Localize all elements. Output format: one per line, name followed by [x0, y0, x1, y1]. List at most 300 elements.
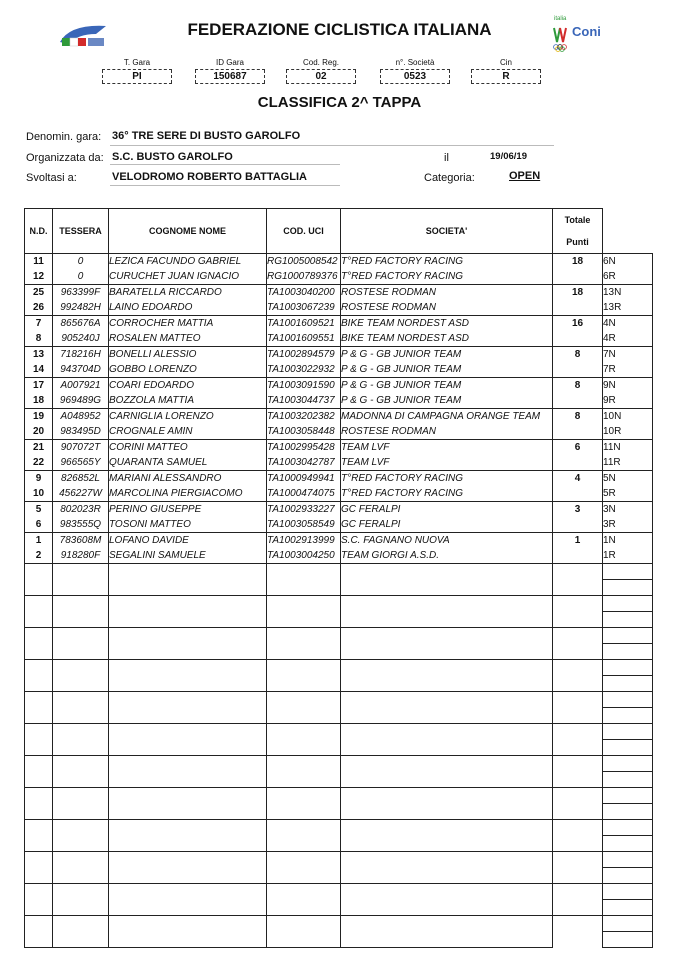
cell-nd: 20	[25, 424, 53, 440]
cell-societa	[341, 884, 553, 900]
cell-societa: ROSTESE RODMAN	[341, 300, 553, 316]
cell-societa: P & G - GB JUNIOR TEAM	[341, 347, 553, 363]
cell-nd	[25, 644, 53, 660]
cell-punti: 8	[553, 409, 603, 440]
cell-punti: 1	[553, 533, 603, 564]
col-tessera-header: TESSERA	[53, 209, 109, 254]
cell-punti	[553, 660, 603, 692]
cell-nome: MARCOLINA PIERGIACOMO	[109, 486, 267, 502]
cell-societa: GC FERALPI	[341, 502, 553, 518]
cell-tessera: 718216H	[53, 347, 109, 363]
cell-societa	[341, 564, 553, 580]
cell-uci	[267, 836, 341, 852]
cell-uci	[267, 628, 341, 644]
idgara-value: 150687	[195, 69, 265, 84]
cell-societa: T°RED FACTORY RACING	[341, 254, 553, 270]
cell-uci: TA1001609551	[267, 331, 341, 347]
cell-tessera: 983495D	[53, 424, 109, 440]
cell-nome	[109, 900, 267, 916]
cell-uci	[267, 580, 341, 596]
cell-societa: T°RED FACTORY RACING	[341, 471, 553, 487]
cell-uci: TA1003022932	[267, 362, 341, 378]
cell-codice: 1R	[603, 548, 653, 564]
cell-codice: 11R	[603, 455, 653, 471]
empty-row	[25, 788, 653, 804]
org-value: S.C. BUSTO GAROLFO	[112, 151, 233, 163]
cell-nd	[25, 564, 53, 580]
cell-nd	[25, 932, 53, 948]
cell-societa: TEAM LVF	[341, 440, 553, 456]
cell-nd: 12	[25, 269, 53, 285]
cell-codice	[603, 788, 653, 804]
cell-nome	[109, 772, 267, 788]
table-header-row	[25, 209, 653, 254]
cell-tessera	[53, 564, 109, 580]
cell-nd: 9	[25, 471, 53, 487]
cell-uci: TA1003042787	[267, 455, 341, 471]
cell-nome	[109, 628, 267, 644]
cell-tessera: 456227W	[53, 486, 109, 502]
cell-punti	[553, 852, 603, 884]
cell-uci: TA1003058448	[267, 424, 341, 440]
cell-nome	[109, 932, 267, 948]
table-row	[25, 285, 653, 301]
cell-nd	[25, 580, 53, 596]
cell-punti	[553, 692, 603, 724]
empty-row	[25, 692, 653, 708]
cell-nd: 6	[25, 517, 53, 533]
cell-uci: TA1003044737	[267, 393, 341, 409]
cell-nome	[109, 596, 267, 612]
cell-nome	[109, 564, 267, 580]
cell-nome: COARI EDOARDO	[109, 378, 267, 394]
cell-nd	[25, 676, 53, 692]
cell-nome	[109, 708, 267, 724]
cell-nome	[109, 724, 267, 740]
cell-codice	[603, 884, 653, 900]
cell-tessera: 966565Y	[53, 455, 109, 471]
cell-uci: TA1002913999	[267, 533, 341, 549]
cell-nome: QUARANTA SAMUEL	[109, 455, 267, 471]
cell-codice	[603, 820, 653, 836]
cell-tessera: 983555Q	[53, 517, 109, 533]
cell-nd	[25, 884, 53, 900]
cell-uci	[267, 756, 341, 772]
cell-nome	[109, 660, 267, 676]
cell-tessera	[53, 692, 109, 708]
cell-tessera: 865676A	[53, 316, 109, 332]
cell-uci: TA1003202382	[267, 409, 341, 425]
cell-nd	[25, 724, 53, 740]
col-codice-header	[603, 209, 653, 254]
cell-uci	[267, 692, 341, 708]
cin-label: Cin	[499, 58, 512, 67]
cell-nd: 8	[25, 331, 53, 347]
cell-codice	[603, 740, 653, 756]
cell-punti	[553, 564, 603, 596]
cell-tessera	[53, 916, 109, 932]
cell-uci	[267, 804, 341, 820]
cell-nd	[25, 868, 53, 884]
cell-punti	[553, 916, 603, 948]
cell-punti	[553, 884, 603, 916]
cell-societa	[341, 724, 553, 740]
cell-nome	[109, 788, 267, 804]
cell-punti	[553, 788, 603, 820]
cell-uci: TA1000949941	[267, 471, 341, 487]
cell-codice	[603, 852, 653, 868]
cell-uci	[267, 644, 341, 660]
col-uci-header: COD. UCI	[267, 209, 341, 254]
cell-codice	[603, 708, 653, 724]
cell-societa	[341, 788, 553, 804]
cell-societa: T°RED FACTORY RACING	[341, 486, 553, 502]
cin-value: R	[471, 69, 541, 84]
cell-tessera	[53, 884, 109, 900]
cell-uci: TA1002995428	[267, 440, 341, 456]
cell-nd: 19	[25, 409, 53, 425]
cell-codice: 3R	[603, 517, 653, 533]
cell-uci	[267, 676, 341, 692]
cell-codice	[603, 932, 653, 948]
cell-nome: CROGNALE AMIN	[109, 424, 267, 440]
cell-nd: 1	[25, 533, 53, 549]
cell-codice	[603, 804, 653, 820]
cell-nd	[25, 740, 53, 756]
cell-uci	[267, 884, 341, 900]
cell-societa	[341, 900, 553, 916]
codreg-label: Cod. Reg.	[302, 58, 340, 67]
cell-punti	[553, 820, 603, 852]
cell-tessera: 963399F	[53, 285, 109, 301]
cell-codice: 6R	[603, 269, 653, 285]
cell-nd: 11	[25, 254, 53, 270]
cell-tessera: 992482H	[53, 300, 109, 316]
italia-label: italia	[554, 16, 567, 22]
cell-tessera	[53, 900, 109, 916]
cell-societa: ROSTESE RODMAN	[341, 285, 553, 301]
cell-nome: CORROCHER MATTIA	[109, 316, 267, 332]
cell-nd	[25, 820, 53, 836]
cell-punti: 4	[553, 471, 603, 502]
tgara-value: PI	[102, 69, 172, 84]
idgara-label: ID Gara	[215, 58, 244, 67]
cell-societa	[341, 692, 553, 708]
cell-societa	[341, 596, 553, 612]
cell-tessera: 783608M	[53, 533, 109, 549]
cell-tessera	[53, 836, 109, 852]
cell-societa: P & G - GB JUNIOR TEAM	[341, 362, 553, 378]
cell-codice: 9N	[603, 378, 653, 394]
cell-uci: TA1000474075	[267, 486, 341, 502]
empty-row	[25, 916, 653, 932]
cell-nd: 10	[25, 486, 53, 502]
cell-uci	[267, 820, 341, 836]
cell-tessera	[53, 740, 109, 756]
cell-nome	[109, 820, 267, 836]
cell-tessera	[53, 756, 109, 772]
cell-societa	[341, 820, 553, 836]
cell-uci	[267, 852, 341, 868]
cell-uci	[267, 612, 341, 628]
cell-nd: 18	[25, 393, 53, 409]
cell-punti	[553, 628, 603, 660]
tgara-label: T. Gara	[123, 58, 151, 67]
empty-row	[25, 724, 653, 740]
cell-nome	[109, 756, 267, 772]
cell-societa: S.C. FAGNANO NUOVA	[341, 533, 553, 549]
cell-uci: TA1003058549	[267, 517, 341, 533]
cell-punti: 8	[553, 347, 603, 378]
cell-nome: CORINI MATTEO	[109, 440, 267, 456]
cell-societa	[341, 836, 553, 852]
cell-tessera	[53, 868, 109, 884]
cat-label: Categoria:	[424, 172, 475, 184]
cell-uci: TA1002933227	[267, 502, 341, 518]
cell-uci	[267, 740, 341, 756]
cell-uci	[267, 708, 341, 724]
cell-tessera	[53, 820, 109, 836]
cell-punti	[553, 756, 603, 788]
cell-nd	[25, 916, 53, 932]
cell-tessera	[53, 708, 109, 724]
cell-societa	[341, 676, 553, 692]
table-row	[25, 533, 653, 549]
cell-uci: TA1002894579	[267, 347, 341, 363]
cell-codice: 13N	[603, 285, 653, 301]
cell-tessera: 907072T	[53, 440, 109, 456]
cell-nome	[109, 692, 267, 708]
cell-nd	[25, 772, 53, 788]
cell-tessera: 918280F	[53, 548, 109, 564]
cell-codice: 3N	[603, 502, 653, 518]
cell-codice	[603, 676, 653, 692]
cell-tessera	[53, 644, 109, 660]
cell-societa	[341, 580, 553, 596]
cell-codice: 7R	[603, 362, 653, 378]
coni-label: Coni	[572, 24, 601, 39]
cell-nd: 22	[25, 455, 53, 471]
cell-codice	[603, 580, 653, 596]
nsocieta-value: 0523	[380, 69, 450, 84]
denom-label: Denomin. gara:	[26, 131, 102, 143]
cell-tessera	[53, 772, 109, 788]
cell-uci	[267, 916, 341, 932]
cell-uci	[267, 868, 341, 884]
empty-row	[25, 756, 653, 772]
cell-societa	[341, 932, 553, 948]
cell-codice	[603, 612, 653, 628]
cell-societa	[341, 660, 553, 676]
cell-tessera: 905240J	[53, 331, 109, 347]
empty-row	[25, 660, 653, 676]
cell-tessera	[53, 724, 109, 740]
cell-codice: 13R	[603, 300, 653, 316]
cell-nd	[25, 628, 53, 644]
empty-row	[25, 564, 653, 580]
cell-tessera	[53, 596, 109, 612]
cell-uci	[267, 932, 341, 948]
il-label: il	[444, 152, 449, 164]
cell-punti: 8	[553, 378, 603, 409]
cell-societa: TEAM GIORGI A.S.D.	[341, 548, 553, 564]
cell-nome: TOSONI MATTEO	[109, 517, 267, 533]
cell-nome: PERINO GIUSEPPE	[109, 502, 267, 518]
cell-societa: GC FERALPI	[341, 517, 553, 533]
cell-nome	[109, 884, 267, 900]
empty-row	[25, 596, 653, 612]
cell-societa	[341, 804, 553, 820]
cell-nd: 14	[25, 362, 53, 378]
cell-nd: 2	[25, 548, 53, 564]
cell-uci: RG1005008542	[267, 254, 341, 270]
col-nd-header: N.D.	[25, 209, 53, 254]
cell-nome: MARIANI ALESSANDRO	[109, 471, 267, 487]
cell-nome	[109, 644, 267, 660]
cell-punti: 18	[553, 285, 603, 316]
cell-codice	[603, 724, 653, 740]
cell-codice	[603, 628, 653, 644]
cell-nd: 5	[25, 502, 53, 518]
cell-tessera: 943704D	[53, 362, 109, 378]
cell-tessera: 0	[53, 254, 109, 270]
cell-uci: TA1003091590	[267, 378, 341, 394]
cell-tessera	[53, 852, 109, 868]
cell-nome: GOBBO LORENZO	[109, 362, 267, 378]
cell-codice	[603, 660, 653, 676]
codreg-value: 02	[286, 69, 356, 84]
cell-nome	[109, 836, 267, 852]
cell-nd	[25, 788, 53, 804]
cell-codice	[603, 596, 653, 612]
cell-nd: 13	[25, 347, 53, 363]
cell-nome	[109, 740, 267, 756]
cell-societa: P & G - GB JUNIOR TEAM	[341, 378, 553, 394]
table-row	[25, 316, 653, 332]
denom-underline	[110, 145, 554, 146]
cell-nd	[25, 660, 53, 676]
table-row	[25, 347, 653, 363]
cell-uci	[267, 596, 341, 612]
table-row	[25, 409, 653, 425]
cell-tessera: A048952	[53, 409, 109, 425]
cell-tessera	[53, 628, 109, 644]
cell-uci	[267, 788, 341, 804]
cell-punti: 3	[553, 502, 603, 533]
cell-codice: 4N	[603, 316, 653, 332]
cell-codice	[603, 756, 653, 772]
cell-societa: ROSTESE RODMAN	[341, 424, 553, 440]
cell-codice: 11N	[603, 440, 653, 456]
cell-nome	[109, 868, 267, 884]
denom-value: 36° TRE SERE DI BUSTO GAROLFO	[112, 130, 301, 142]
cell-societa	[341, 740, 553, 756]
cell-nd	[25, 836, 53, 852]
cell-nd	[25, 804, 53, 820]
classifica-title: CLASSIFICA 2^ TAPPA	[257, 94, 422, 111]
svolt-label: Svoltasi a:	[26, 172, 77, 184]
cell-uci: TA1003040200	[267, 285, 341, 301]
cell-punti: 16	[553, 316, 603, 347]
federation-title: FEDERAZIONE CICLISTICA ITALIANA	[187, 20, 492, 39]
org-underline	[110, 164, 340, 165]
cell-tessera	[53, 804, 109, 820]
cell-nd: 26	[25, 300, 53, 316]
cell-nome: LEZICA FACUNDO GABRIEL	[109, 254, 267, 270]
table-row	[25, 254, 653, 270]
col-nome-header: COGNOME NOME	[109, 209, 267, 254]
cell-codice	[603, 564, 653, 580]
empty-row	[25, 852, 653, 868]
cell-societa	[341, 772, 553, 788]
cell-codice: 10N	[603, 409, 653, 425]
cell-codice: 4R	[603, 331, 653, 347]
cell-nome: BONELLI ALESSIO	[109, 347, 267, 363]
cell-societa	[341, 612, 553, 628]
cell-codice: 7N	[603, 347, 653, 363]
cell-codice	[603, 836, 653, 852]
cell-tessera: 0	[53, 269, 109, 285]
col-societa-header: SOCIETA'	[341, 209, 553, 254]
cell-codice	[603, 900, 653, 916]
col-punti-header: Totale Punti	[553, 209, 603, 254]
cell-punti: 6	[553, 440, 603, 471]
cell-nd	[25, 756, 53, 772]
cell-societa	[341, 916, 553, 932]
cell-tessera: A007921	[53, 378, 109, 394]
cell-uci: TA1001609521	[267, 316, 341, 332]
cell-nome: LOFANO DAVIDE	[109, 533, 267, 549]
org-label: Organizzata da:	[26, 152, 104, 164]
cell-punti: 18	[553, 254, 603, 285]
cell-tessera	[53, 580, 109, 596]
cell-nome	[109, 804, 267, 820]
cell-nome: LAINO EDOARDO	[109, 300, 267, 316]
cell-societa	[341, 852, 553, 868]
cell-nome	[109, 916, 267, 932]
cell-nd	[25, 596, 53, 612]
cell-societa: BIKE TEAM NORDEST ASD	[341, 331, 553, 347]
cell-societa: BIKE TEAM NORDEST ASD	[341, 316, 553, 332]
cell-societa	[341, 628, 553, 644]
cell-nd	[25, 852, 53, 868]
nsocieta-label: n°. Società	[395, 58, 435, 67]
classification-table	[24, 208, 653, 948]
table-row	[25, 502, 653, 518]
cell-uci	[267, 724, 341, 740]
cell-uci: TA1003004250	[267, 548, 341, 564]
cell-codice: 10R	[603, 424, 653, 440]
cell-nome: ROSALEN MATTEO	[109, 331, 267, 347]
cell-nome	[109, 612, 267, 628]
cell-codice	[603, 692, 653, 708]
cell-nome: CURUCHET JUAN IGNACIO	[109, 269, 267, 285]
cell-tessera: 969489G	[53, 393, 109, 409]
cell-nd	[25, 612, 53, 628]
empty-row	[25, 884, 653, 900]
cell-uci	[267, 900, 341, 916]
cell-nd: 17	[25, 378, 53, 394]
cell-nome	[109, 580, 267, 596]
cell-uci: TA1003067239	[267, 300, 341, 316]
cell-tessera	[53, 932, 109, 948]
cell-codice	[603, 644, 653, 660]
cell-nd: 25	[25, 285, 53, 301]
cell-tessera	[53, 788, 109, 804]
cell-uci	[267, 772, 341, 788]
cell-nome: SEGALINI SAMUELE	[109, 548, 267, 564]
cell-nome: CARNIGLIA LORENZO	[109, 409, 267, 425]
